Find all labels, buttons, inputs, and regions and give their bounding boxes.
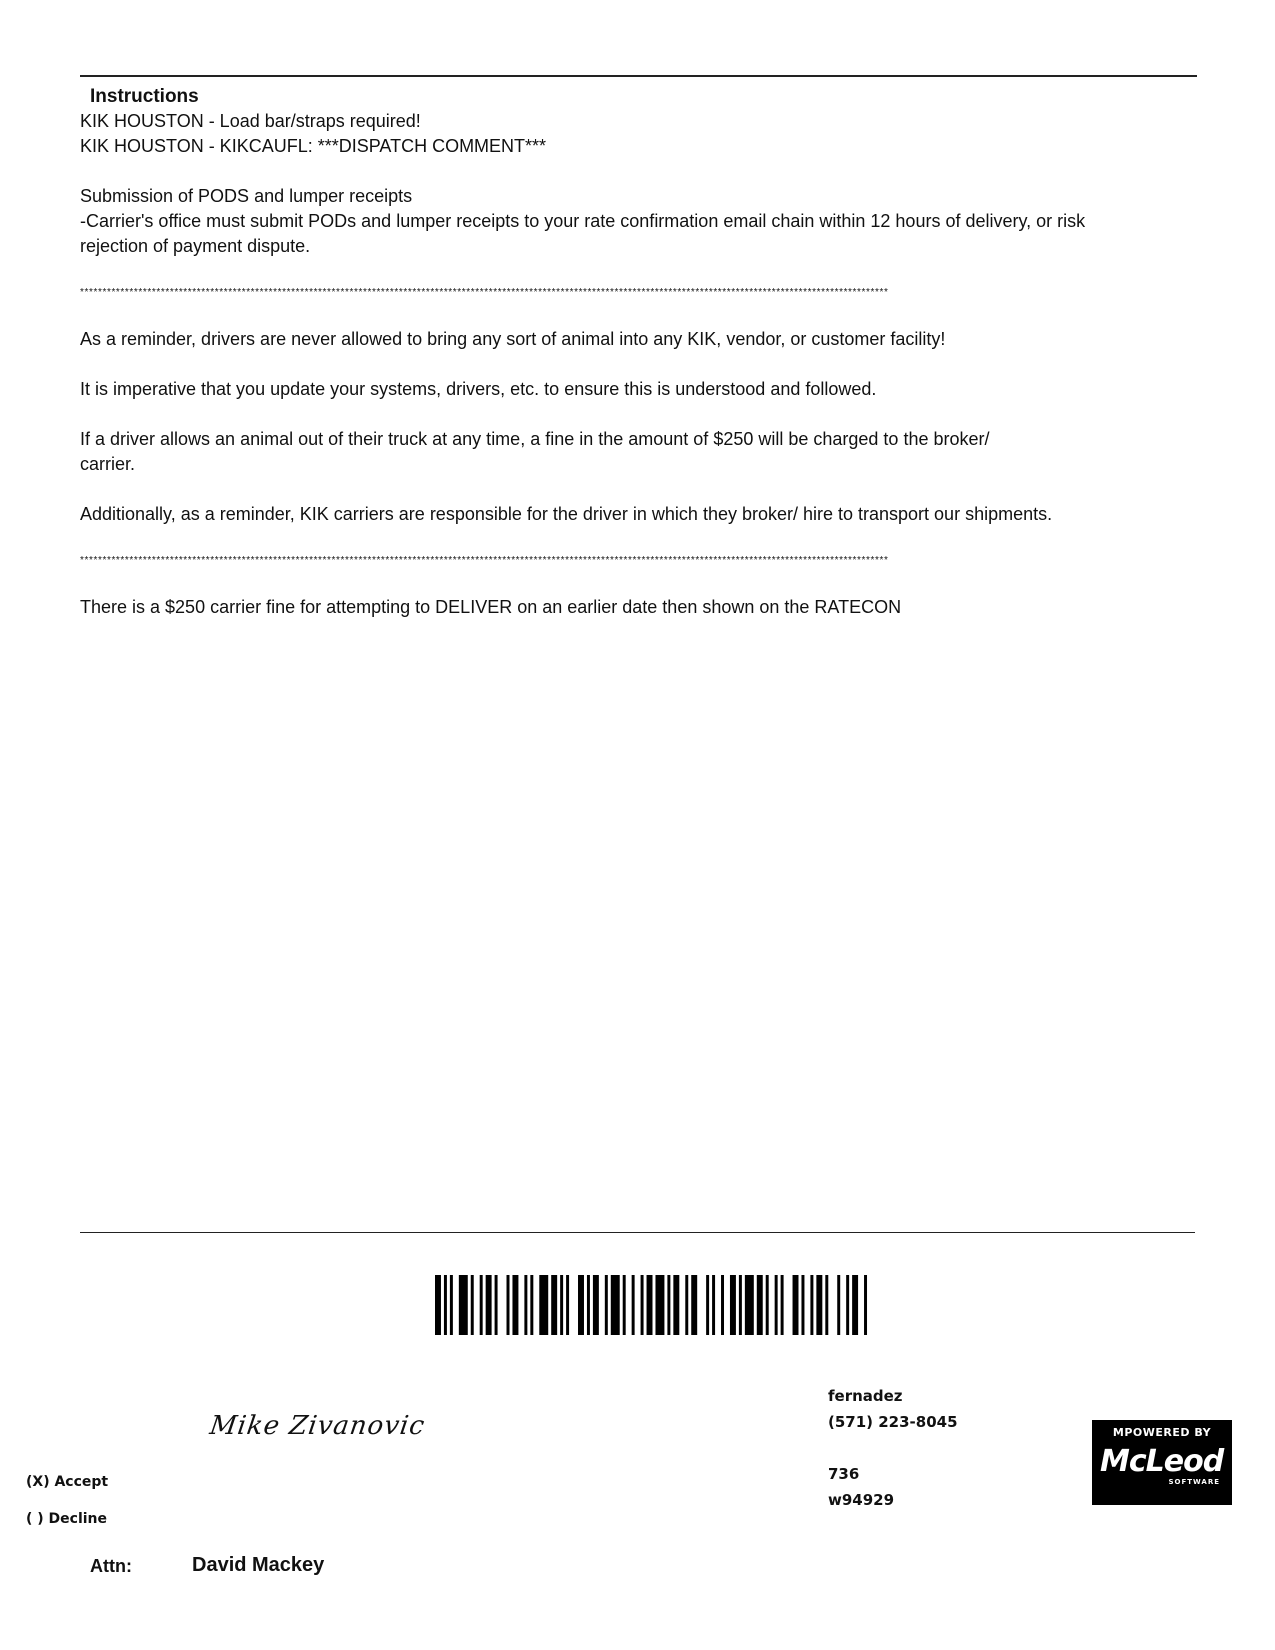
contact-name: fernadez: [828, 1387, 903, 1405]
delivery-fine-note: There is a $250 carrier fine for attempting to DELIVER on an earlier date then shown on the RATECON: [80, 597, 902, 617]
barcode-bar: [495, 1275, 498, 1335]
barcode-bar: [810, 1275, 813, 1335]
barcode-bar: [524, 1275, 527, 1335]
barcode-bar: [435, 1275, 441, 1335]
carrier-responsibility-note: Additionally, as a reminder, KIK carriers are responsible for the driver in which they broker/ hire to transport our shipments.: [80, 504, 1053, 524]
barcode-bar: [816, 1275, 822, 1335]
barcode-bar: [721, 1275, 724, 1335]
barcode-bar: [605, 1275, 608, 1335]
barcode-bar: [852, 1275, 858, 1335]
pods-title: Submission of PODS and lumper receipts: [80, 186, 413, 206]
barcode-bar: [530, 1275, 533, 1335]
barcode-bar: [623, 1275, 626, 1335]
barcode-bar: [864, 1275, 867, 1335]
separator-1: ************************************************************************************************************************************************************************************: [80, 287, 889, 298]
barcode-bar: [745, 1275, 754, 1335]
logo-brand: McLeod: [1100, 1444, 1224, 1479]
contact-code: 736: [828, 1465, 860, 1483]
barcode-bar: [551, 1275, 557, 1335]
barcode-bar: [471, 1275, 474, 1335]
barcode-bar: [655, 1275, 664, 1335]
barcode-bar: [706, 1275, 709, 1335]
barcode-bar: [775, 1275, 778, 1335]
barcode-bar: [673, 1275, 679, 1335]
logo-top-text: MPOWERED BY: [1112, 1426, 1212, 1439]
separator-2: ************************************************************************************************************************************************************************************: [80, 555, 889, 566]
barcode-bar: [486, 1275, 492, 1335]
barcode-bar: [480, 1275, 483, 1335]
barcode-bar: [730, 1275, 736, 1335]
barcode-bar: [539, 1275, 548, 1335]
barcode-bar: [712, 1275, 715, 1335]
instructions-heading: Instructions: [90, 86, 199, 107]
barcode-bar: [667, 1275, 670, 1335]
top-divider: [80, 75, 1197, 77]
barcode-bar: [837, 1275, 840, 1335]
barcode-bar: [739, 1275, 742, 1335]
decline-option[interactable]: ( ) Decline: [26, 1511, 108, 1527]
contact-phone: (571) 223-8045: [828, 1413, 958, 1431]
contact-reference: w94929: [828, 1491, 895, 1509]
barcode-bar: [766, 1275, 769, 1335]
barcode-bar: [641, 1275, 644, 1335]
mcleod-logo: [1092, 1420, 1232, 1505]
animal-fine-note: If a driver allows an animal out of their truck at any time, a fine in the amount of $250 will be charged to the broker/ carrier.: [80, 429, 990, 474]
barcode-bar: [825, 1275, 828, 1335]
barcode-bar: [685, 1275, 688, 1335]
barcode-bar: [578, 1275, 584, 1335]
barcode-bar: [587, 1275, 590, 1335]
barcode-bar: [512, 1275, 518, 1335]
barcode-bar: [444, 1275, 447, 1335]
barcode: [435, 1275, 870, 1335]
instruction-line-2: KIK HOUSTON - KIKCAUFL: ***DISPATCH COMMENT***: [80, 136, 547, 156]
barcode-bar: [459, 1275, 468, 1335]
barcode-bar: [781, 1275, 784, 1335]
barcode-bar: [691, 1275, 697, 1335]
instructions-section: [80, 84, 1180, 620]
barcode-bar: [450, 1275, 453, 1335]
imperative-note: It is imperative that you update your systems, drivers, etc. to ensure this is understood and followed.: [80, 379, 877, 399]
bottom-divider: [80, 1232, 1195, 1233]
attn-name: David Mackey: [192, 1554, 325, 1576]
barcode-bar: [801, 1275, 804, 1335]
barcode-bar: [507, 1275, 510, 1335]
barcode-bar: [611, 1275, 620, 1335]
barcode-bar: [560, 1275, 563, 1335]
signature: Mike Zivanovic: [207, 1411, 427, 1441]
barcode-bar: [757, 1275, 763, 1335]
animal-reminder: As a reminder, drivers are never allowed to bring any sort of animal into any KIK, vendor, or customer facility!: [80, 329, 946, 349]
barcode-bar: [632, 1275, 635, 1335]
pods-body: -Carrier's office must submit PODs and lumper receipts to your rate confirmation email chain within 12 hours of delivery, or risk rejection of payment dispute.: [80, 211, 1086, 256]
logo-sub-text: SOFTWARE: [1168, 1478, 1220, 1486]
barcode-bar: [566, 1275, 569, 1335]
barcode-bar: [846, 1275, 849, 1335]
barcode-bar: [593, 1275, 599, 1335]
accept-option[interactable]: (X) Accept: [26, 1474, 109, 1490]
barcode-bar: [647, 1275, 653, 1335]
instruction-line-1: KIK HOUSTON - Load bar/straps required!: [80, 111, 421, 131]
attn-label: Attn:: [90, 1556, 132, 1576]
barcode-bar: [793, 1275, 799, 1335]
